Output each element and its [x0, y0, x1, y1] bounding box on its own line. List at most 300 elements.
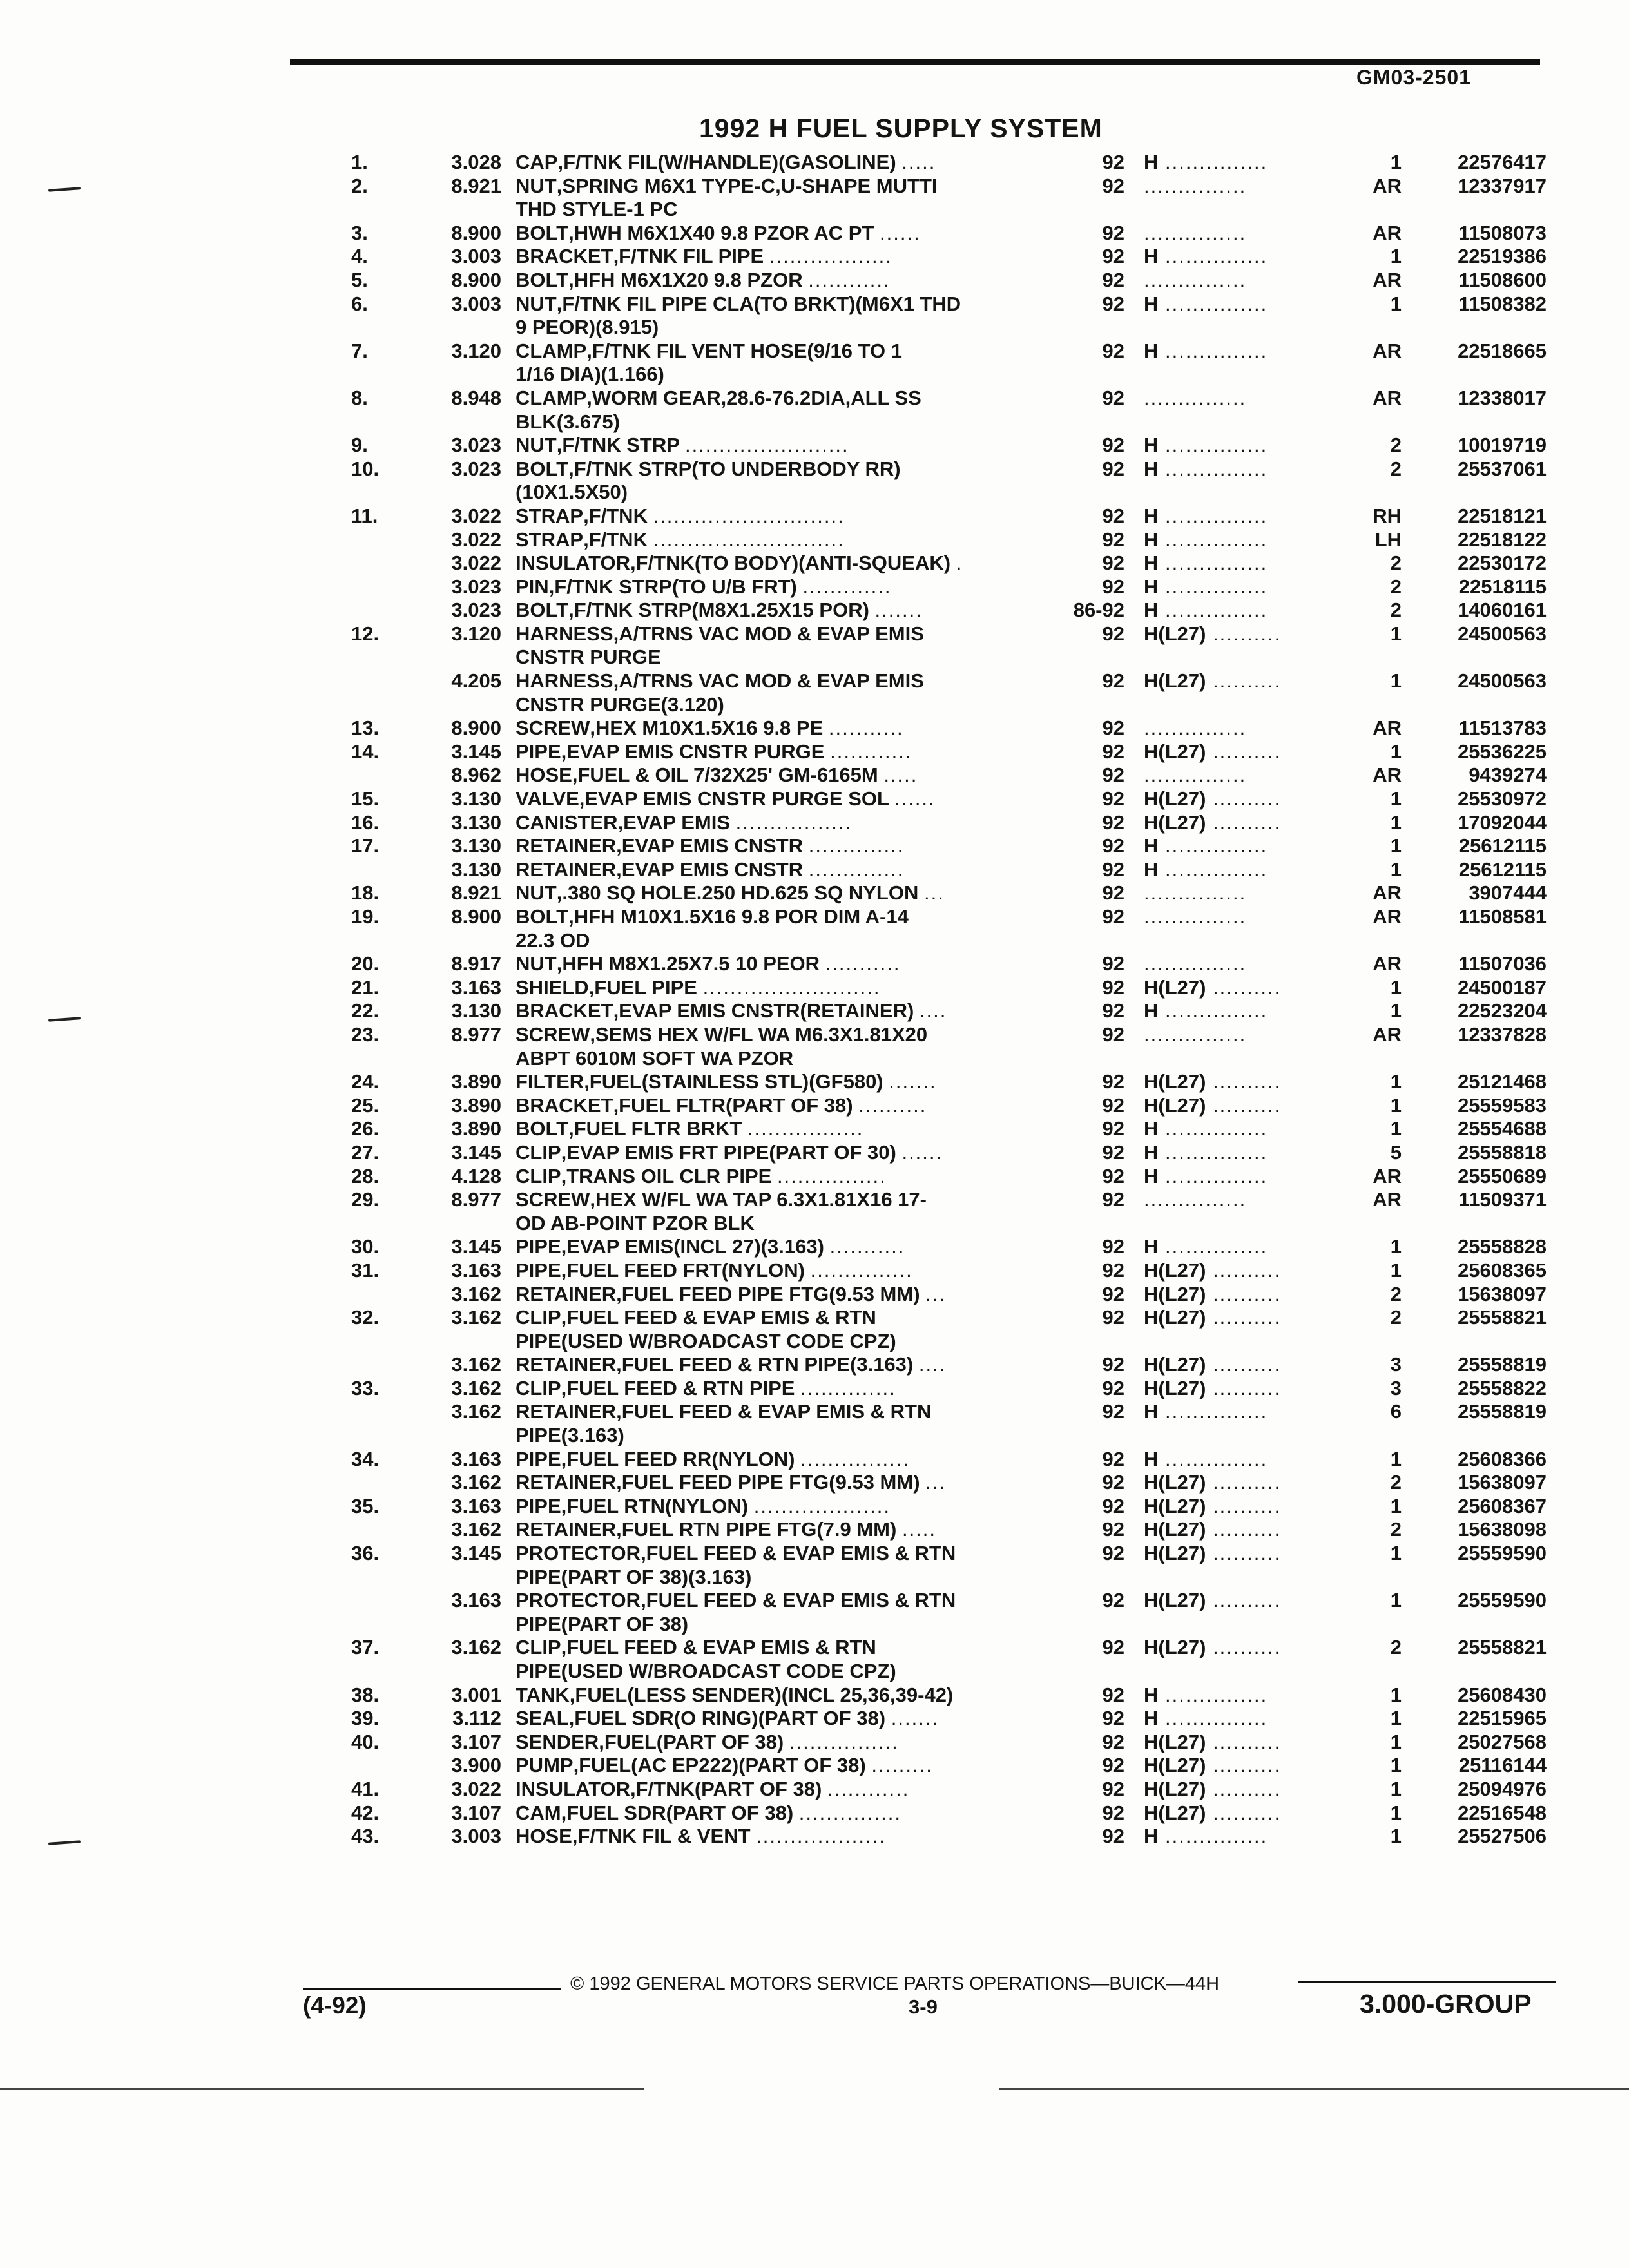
quantity: RH [1373, 504, 1402, 527]
part-detail: ,FUEL FEED & EVAP EMIS & RTN [641, 1589, 956, 1612]
table-row [0, 1283, 1629, 1307]
part-detail: ,FUEL RTN(NYLON) [561, 1494, 749, 1517]
part-description [516, 622, 1050, 646]
part-name: HARNESS [516, 669, 613, 693]
leader-dots: .......... [1206, 1070, 1282, 1093]
series-code: H(L27) .......... [1144, 1801, 1282, 1824]
part-description [516, 811, 1050, 835]
table-row [0, 1047, 1629, 1071]
table-row [0, 1754, 1629, 1778]
model-year: 92 [1102, 434, 1124, 457]
ref-number: 3. [351, 221, 368, 244]
model-year: 92 [1102, 1023, 1124, 1046]
leader-dots: ............... [798, 1801, 901, 1824]
ref-number: 43. [351, 1825, 380, 1848]
part-name: HOSE [516, 1825, 572, 1848]
ref-number: 30. [351, 1235, 380, 1258]
model-year: 92 [1102, 151, 1124, 173]
model-year: 92 [1102, 1117, 1124, 1140]
series-code: H ............... [1144, 457, 1268, 480]
quantity: 1 [1390, 1754, 1402, 1777]
model-year: 92 [1102, 552, 1124, 575]
leader-dots: ............... [1158, 1447, 1268, 1470]
table-row [0, 1141, 1629, 1165]
series-code: H(L27) .......... [1144, 1353, 1282, 1376]
quantity: 2 [1390, 1518, 1402, 1541]
leader-dots: ............... [1144, 386, 1247, 409]
leader-dots: ........................ [684, 434, 849, 457]
quantity: 1 [1390, 1589, 1402, 1612]
model-year: 92 [1102, 457, 1124, 480]
part-name: PUMP [516, 1754, 574, 1777]
part-detail: ,F/TNK STRP [556, 434, 680, 457]
series-code: H(L27) .......... [1144, 1754, 1282, 1777]
quantity: AR [1373, 881, 1402, 905]
group-number: 4.205 [451, 669, 501, 693]
part-description [516, 1660, 1050, 1684]
group-number: 3.162 [451, 1471, 501, 1494]
part-name: SHIELD [516, 975, 589, 999]
part-description [516, 198, 1050, 222]
series-code: H(L27) .......... [1144, 1306, 1282, 1329]
part-description [516, 858, 1050, 882]
part-detail: 22.3 OD [516, 928, 590, 952]
part-number: 25558818 [1458, 1140, 1547, 1164]
part-detail: ,FUEL FEED PIPE FTG(9.53 MM) [616, 1282, 920, 1305]
model-year: 92 [1102, 1730, 1124, 1753]
group-number: 3.162 [451, 1353, 501, 1376]
part-description [516, 1283, 1050, 1307]
model-year: 92 [1102, 1400, 1124, 1423]
model-year: 92 [1102, 386, 1124, 409]
quantity: AR [1373, 339, 1402, 362]
group-number: 3.120 [451, 622, 501, 645]
table-row [0, 1495, 1629, 1519]
part-number: 10019719 [1458, 434, 1547, 457]
part-description [516, 1542, 1050, 1566]
ref-number: 29. [351, 1188, 380, 1211]
part-description [516, 1589, 1050, 1613]
model-year: 86-92 [1073, 599, 1124, 622]
part-description [516, 1636, 1050, 1660]
part-number: 25559590 [1458, 1542, 1547, 1565]
part-detail: ,FUEL FEED PIPE FTG(9.53 MM) [616, 1471, 920, 1494]
part-detail: ,F/TNK(PART OF 38) [630, 1777, 822, 1800]
part-description [516, 646, 1050, 669]
part-detail: BLK(3.675) [516, 410, 620, 433]
part-name: BOLT [516, 268, 569, 291]
leader-dots: .......... [1206, 740, 1282, 763]
quantity: 1 [1390, 1494, 1402, 1517]
model-year: 92 [1102, 1825, 1124, 1848]
quantity: 1 [1390, 1730, 1402, 1753]
part-detail: ,HEX W/FL WA TAP 6.3X1.81X16 17- [590, 1188, 927, 1211]
footer-copyright: © 1992 GENERAL MOTORS SERVICE PARTS OPERATIONS—BUICK—44H [570, 1974, 1220, 1994]
part-name: NUT [516, 292, 557, 315]
quantity: 1 [1390, 292, 1402, 315]
ref-number: 15. [351, 787, 380, 811]
model-year: 92 [1102, 221, 1124, 244]
part-number: 25530972 [1458, 787, 1547, 811]
model-year: 92 [1102, 881, 1124, 905]
part-number: 22518115 [1458, 575, 1547, 598]
table-row [0, 952, 1629, 976]
quantity: 1 [1390, 1542, 1402, 1565]
table-row [0, 1471, 1629, 1495]
part-number: 22530172 [1458, 552, 1547, 575]
ref-number: 9. [351, 434, 368, 457]
part-number: 25612115 [1458, 858, 1547, 881]
quantity: 1 [1390, 1777, 1402, 1800]
leader-dots: ................. [735, 811, 853, 834]
ref-number: 10. [351, 457, 380, 480]
series-code: H ............... [1144, 1140, 1268, 1164]
model-year: 92 [1102, 1258, 1124, 1282]
part-description [516, 1707, 1050, 1731]
model-year: 92 [1102, 952, 1124, 975]
part-detail: ,F/TNK STRP(TO UNDERBODY RR) [568, 457, 901, 480]
leader-dots: ............... [1158, 1707, 1268, 1730]
quantity: AR [1373, 905, 1402, 928]
group-number: 3.023 [451, 457, 501, 480]
group-number: 3.022 [451, 552, 501, 575]
table-row [0, 1589, 1629, 1613]
part-name: NUT [516, 434, 557, 457]
table-row [0, 457, 1629, 481]
series-code: H ............... [1144, 1235, 1268, 1258]
table-row [0, 1165, 1629, 1189]
group-number: 3.003 [451, 292, 501, 315]
part-detail: PIPE(PART OF 38) [516, 1612, 689, 1635]
group-number: 3.162 [451, 1636, 501, 1659]
part-description [516, 693, 1050, 717]
part-number: 22518121 [1458, 504, 1547, 527]
series-code: H ............... [1144, 1707, 1268, 1730]
group-number: 3.022 [451, 504, 501, 527]
part-name: INSULATOR [516, 1777, 630, 1800]
table-row [0, 858, 1629, 882]
leader-dots: .............. [808, 858, 905, 881]
part-description [516, 387, 1050, 410]
leader-dots: ................. [747, 1117, 864, 1140]
part-name: RETAINER [516, 1282, 617, 1305]
leader-dots: ............... [1158, 999, 1268, 1023]
part-description [516, 1212, 1050, 1236]
ref-number: 14. [351, 740, 380, 763]
model-year: 92 [1102, 999, 1124, 1023]
series-code: H(L27) .......... [1144, 1494, 1282, 1517]
model-year: 92 [1102, 1235, 1124, 1258]
part-description [516, 528, 1050, 552]
quantity: 6 [1390, 1400, 1402, 1423]
series-code: H(L27) .......... [1144, 1282, 1282, 1305]
table-row [0, 481, 1629, 505]
model-year: 92 [1102, 1707, 1124, 1730]
model-year: 92 [1102, 740, 1124, 763]
part-detail: ,HFH M10X1.5X16 9.8 POR DIM A-14 [568, 905, 909, 928]
part-number: 9439274 [1469, 764, 1547, 787]
part-number: 24500563 [1458, 669, 1547, 693]
ref-number: 26. [351, 1117, 380, 1140]
table-row [0, 834, 1629, 858]
leader-dots: .......... [1206, 975, 1282, 999]
leader-dots: ............... [1158, 1825, 1268, 1848]
part-detail: ,FUEL SDR(PART OF 38) [561, 1801, 794, 1824]
leader-dots: ............... [1158, 457, 1268, 480]
part-description [516, 481, 1050, 505]
part-name: HOSE [516, 764, 572, 787]
table-row [0, 1778, 1629, 1802]
part-detail: ,WORM GEAR,28.6-76.2DIA,ALL SS [586, 386, 921, 409]
ref-number: 34. [351, 1447, 380, 1470]
footer-group: 3.000-GROUP [1360, 1989, 1532, 2019]
part-description [516, 340, 1050, 363]
series-code: H(L27) .......... [1144, 1518, 1282, 1541]
quantity: 5 [1390, 1140, 1402, 1164]
part-name: NUT [516, 952, 557, 975]
series-code: H(L27) .......... [1144, 1542, 1282, 1565]
part-detail: PIPE(USED W/BROADCAST CODE CPZ) [516, 1660, 896, 1682]
footer-rule [1298, 1981, 1556, 1983]
ref-number: 24. [351, 1070, 380, 1093]
series-code: H ............... [1144, 528, 1268, 551]
series-code: H ............... [1144, 1825, 1268, 1848]
group-number: 3.023 [451, 434, 501, 457]
leader-dots: .......... [1206, 1542, 1282, 1565]
group-number: 3.890 [451, 1070, 501, 1093]
part-detail: ,F/TNK FIL & VENT [572, 1825, 751, 1848]
leader-dots: ......... [871, 1754, 933, 1777]
series-code: H(L27) .......... [1144, 1070, 1282, 1093]
quantity: 1 [1390, 999, 1402, 1023]
group-number: 8.900 [451, 221, 501, 244]
part-detail: ,F/TNK FIL PIPE CLA(TO BRKT)(M6X1 THD [556, 292, 961, 315]
model-year: 92 [1102, 1070, 1124, 1093]
leader-dots: ..... [883, 764, 918, 787]
group-number: 3.163 [451, 1447, 501, 1470]
table-row [0, 1660, 1629, 1684]
part-detail: ,HWH M6X1X40 9.8 PZOR AC PT [568, 221, 874, 244]
quantity: 1 [1390, 1801, 1402, 1824]
series-code [1144, 387, 1356, 410]
quantity: 1 [1390, 1447, 1402, 1470]
series-code: H ............... [1144, 151, 1268, 173]
leader-dots: ............................ [653, 504, 845, 527]
part-detail: ,F/TNK STRP(TO U/B FRT) [548, 575, 797, 598]
table-row [0, 976, 1629, 1000]
series-code: H(L27) .......... [1144, 1376, 1282, 1399]
leader-dots: .......... [1206, 1494, 1282, 1517]
part-detail: ,EVAP EMIS CNSTR PURGE [561, 740, 825, 763]
part-description [516, 1353, 1050, 1377]
part-description [516, 1518, 1050, 1542]
table-row [0, 1259, 1629, 1283]
series-code: H ............... [1144, 575, 1268, 598]
series-code: H ............... [1144, 834, 1268, 858]
ref-number: 33. [351, 1376, 380, 1399]
model-year: 92 [1102, 1164, 1124, 1187]
model-year: 92 [1102, 1801, 1124, 1824]
table-row [0, 1117, 1629, 1141]
series-code: H(L27) .......... [1144, 787, 1282, 811]
part-number: 25608430 [1458, 1683, 1547, 1706]
table-row [0, 1306, 1629, 1330]
leader-dots: ...... [901, 1140, 943, 1164]
model-year: 92 [1102, 1636, 1124, 1659]
part-detail: ,HEX M10X1.5X16 9.8 PE [590, 716, 824, 740]
series-code: H ............... [1144, 999, 1268, 1023]
part-number: 25527506 [1458, 1825, 1547, 1848]
part-description [516, 1448, 1050, 1472]
group-number: 3.162 [451, 1282, 501, 1305]
leader-dots: ............... [1144, 716, 1247, 740]
ref-number: 12. [351, 622, 380, 645]
table-row [0, 1377, 1629, 1401]
part-number: 25558821 [1458, 1636, 1547, 1659]
leader-dots: .............. [808, 834, 905, 858]
part-description [516, 1117, 1050, 1141]
part-detail: ,FUEL FEED & EVAP EMIS & RTN [561, 1636, 876, 1659]
part-name: BOLT [516, 905, 569, 928]
leader-dots: .............. [800, 1376, 896, 1399]
table-row [0, 1188, 1629, 1212]
quantity: 1 [1390, 1093, 1402, 1117]
leader-dots: ............... [1144, 764, 1247, 787]
part-number: 25558828 [1458, 1235, 1547, 1258]
leader-dots: .......... [858, 1093, 927, 1117]
series-code [1144, 905, 1356, 929]
model-year: 92 [1102, 528, 1124, 551]
table-row [0, 1802, 1629, 1825]
table-row [0, 363, 1629, 387]
part-description [516, 1471, 1050, 1495]
part-name: RETAINER [516, 858, 617, 881]
leader-dots: ............... [1158, 1400, 1268, 1423]
leader-dots: ............... [1158, 528, 1268, 551]
part-number: 11513783 [1458, 716, 1547, 740]
model-year: 92 [1102, 858, 1124, 881]
series-code: H(L27) .......... [1144, 1777, 1282, 1800]
table-row [0, 410, 1629, 434]
part-detail: PIPE(3.163) [516, 1424, 624, 1447]
series-code [1144, 881, 1356, 905]
ref-number: 35. [351, 1494, 380, 1517]
model-year: 92 [1102, 669, 1124, 693]
part-description [516, 1754, 1050, 1778]
leader-dots: ....... [889, 1070, 937, 1093]
model-year: 92 [1102, 716, 1124, 740]
group-number: 3.130 [451, 787, 501, 811]
part-description [516, 1400, 1050, 1424]
part-name: SCREW [516, 1023, 590, 1046]
quantity: 1 [1390, 1707, 1402, 1730]
leader-dots: ............. [802, 575, 892, 598]
series-code: H ............... [1144, 1447, 1268, 1470]
leader-dots: ............ [808, 268, 891, 291]
table-row [0, 1448, 1629, 1472]
part-description [516, 1306, 1050, 1330]
series-code: H(L27) .......... [1144, 975, 1282, 999]
part-name: PROTECTOR [516, 1589, 641, 1612]
ref-number: 40. [351, 1730, 380, 1753]
group-number: 8.900 [451, 716, 501, 740]
group-number: 8.900 [451, 905, 501, 928]
group-number: 3.120 [451, 339, 501, 362]
group-number: 3.890 [451, 1093, 501, 1117]
leader-dots: ............... [1158, 151, 1268, 173]
part-detail: ,EVAP EMIS(INCL 27)(3.163) [561, 1235, 824, 1258]
top-rule [290, 59, 1540, 65]
leader-dots: . [956, 552, 963, 575]
ref-number: 38. [351, 1683, 380, 1706]
quantity: 2 [1390, 1282, 1402, 1305]
series-code: H ............... [1144, 245, 1268, 268]
part-description [516, 999, 1050, 1023]
part-description [516, 1424, 1050, 1448]
part-description [516, 1259, 1050, 1283]
part-number: 25116144 [1458, 1754, 1547, 1777]
part-detail: ,FUEL(LESS SENDER)(INCL 25,36,39-42) [569, 1683, 954, 1706]
table-row [0, 387, 1629, 410]
leader-dots: .......... [1206, 1093, 1282, 1117]
table-row [0, 1070, 1629, 1094]
leader-dots: ................ [776, 1164, 887, 1187]
leader-dots: .......... [1206, 1801, 1282, 1824]
leader-dots: ....... [891, 1707, 940, 1730]
bottom-rule [0, 2088, 644, 2090]
leader-dots: ........... [829, 1235, 905, 1258]
series-code [1144, 1188, 1356, 1212]
table-row [0, 693, 1629, 717]
quantity: 2 [1390, 599, 1402, 622]
series-code: H ............... [1144, 504, 1268, 527]
table-row [0, 198, 1629, 222]
model-year: 92 [1102, 905, 1124, 928]
leader-dots: ...... [880, 221, 921, 244]
group-number: 3.162 [451, 1518, 501, 1541]
series-code: H(L27) .......... [1144, 811, 1282, 834]
quantity: 2 [1390, 457, 1402, 480]
leader-dots: .................... [753, 1494, 891, 1517]
table-row [0, 245, 1629, 269]
part-name: PIPE [516, 1258, 561, 1282]
group-number: 3.163 [451, 1589, 501, 1612]
part-description [516, 1825, 1050, 1849]
part-name: PIPE [516, 1235, 561, 1258]
part-name: CLIP [516, 1140, 561, 1164]
quantity: 1 [1390, 669, 1402, 693]
leader-dots: ............ [830, 740, 912, 763]
part-detail: ,FUEL & OIL 7/32X25' GM-6165M [572, 764, 878, 787]
part-description [516, 1094, 1050, 1118]
quantity: AR [1373, 952, 1402, 975]
ref-number: 1. [351, 151, 368, 173]
series-code [1144, 1023, 1356, 1047]
group-number: 3.003 [451, 245, 501, 268]
group-number: 3.900 [451, 1754, 501, 1777]
part-name: BOLT [516, 1117, 569, 1140]
quantity: AR [1373, 764, 1402, 787]
part-number: 12338017 [1458, 386, 1547, 409]
series-code [1144, 764, 1356, 787]
group-number: 3.023 [451, 599, 501, 622]
model-year: 92 [1102, 575, 1124, 598]
model-year: 92 [1102, 1093, 1124, 1117]
model-year: 92 [1102, 1683, 1124, 1706]
part-name: CLIP [516, 1376, 561, 1399]
table-row [0, 716, 1629, 740]
leader-dots: .......................... [702, 975, 881, 999]
